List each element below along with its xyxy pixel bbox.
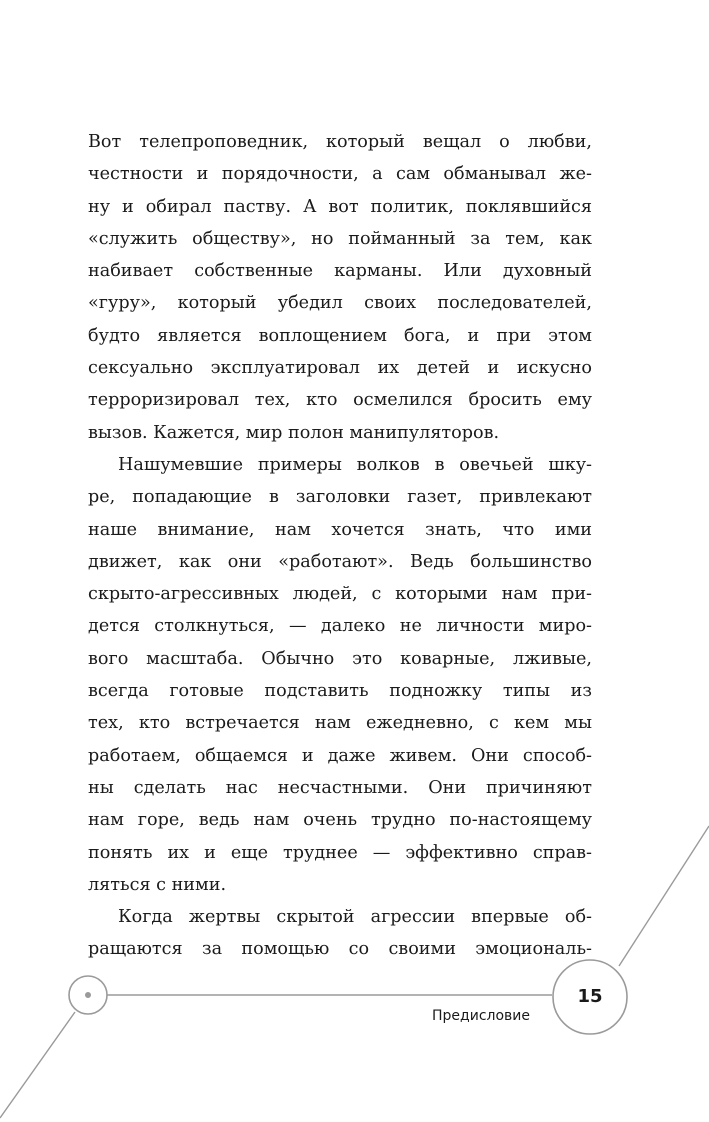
text-line: ляться с ними. (88, 874, 227, 895)
text-line: тех, кто встречается нам ежедневно, с кем мы (88, 713, 592, 734)
text-line: Когда жертвы скрытой агрессии впервые об- (118, 907, 592, 928)
page-number: 15 (577, 986, 603, 1007)
text-line: Вот телепроповедник, который вещал о любви, (88, 132, 592, 152)
text-line: работаем, общаемся и даже живем. Они способ- (88, 745, 592, 766)
text-line: наше внимание, нам хочется знать, что ими (88, 519, 592, 540)
text-line: набивает собственные карманы. Или духовный (88, 261, 592, 282)
text-line: терроризировал тех, кто осмелился бросить ему (88, 390, 592, 411)
text-line: «гуру», который убедил своих последователей, (88, 293, 592, 314)
diagonal-line-right (619, 826, 709, 966)
text-line: ре, попадающие в заголовки газет, привлекают (88, 487, 592, 508)
text-line: вого масштаба. Обычно это коварные, лживые, (88, 648, 592, 669)
text-line: понять их и еще труднее — эффективно справ- (88, 842, 592, 863)
text-line: скрыто-агрессивных людей, с которыми нам при- (88, 584, 592, 605)
text-line: ну и обирал паству. А вот политик, поклявшийся (88, 196, 592, 217)
running-footer-section-title: Предисловие (432, 1008, 530, 1024)
small-circle-dot (85, 992, 91, 998)
text-line: движет, как они «работают». Ведь большинство (88, 551, 592, 572)
paragraph-2 (88, 449, 592, 901)
text-line: Нашумевшие примеры волков в овечьей шку- (118, 454, 592, 475)
text-line: ращаются за помощью со своими эмоциональ- (88, 939, 592, 960)
text-line: будто является воплощением бога, и при этом (88, 325, 592, 346)
text-line: дется столкнуться, — далеко не личности миро- (88, 616, 592, 637)
text-line: ны сделать нас несчастными. Они причиняют (88, 777, 592, 798)
diagonal-line-left (0, 1012, 75, 1118)
text-line: всегда готовые подставить подножку типы из (88, 681, 592, 702)
paragraph-3 (88, 901, 592, 966)
paragraph-1 (88, 126, 592, 449)
text-line: «служить обществу», но пойманный за тем, как (88, 228, 592, 249)
text-line: честности и порядочности, а сам обманывал же- (88, 164, 592, 185)
text-line: нам горе, ведь нам очень трудно по-настоящему (88, 810, 592, 831)
text-line: вызов. Кажется, мир полон манипуляторов. (88, 422, 500, 443)
body-text (88, 126, 592, 966)
text-line: сексуально эксплуатировал их детей и искусно (88, 358, 592, 379)
